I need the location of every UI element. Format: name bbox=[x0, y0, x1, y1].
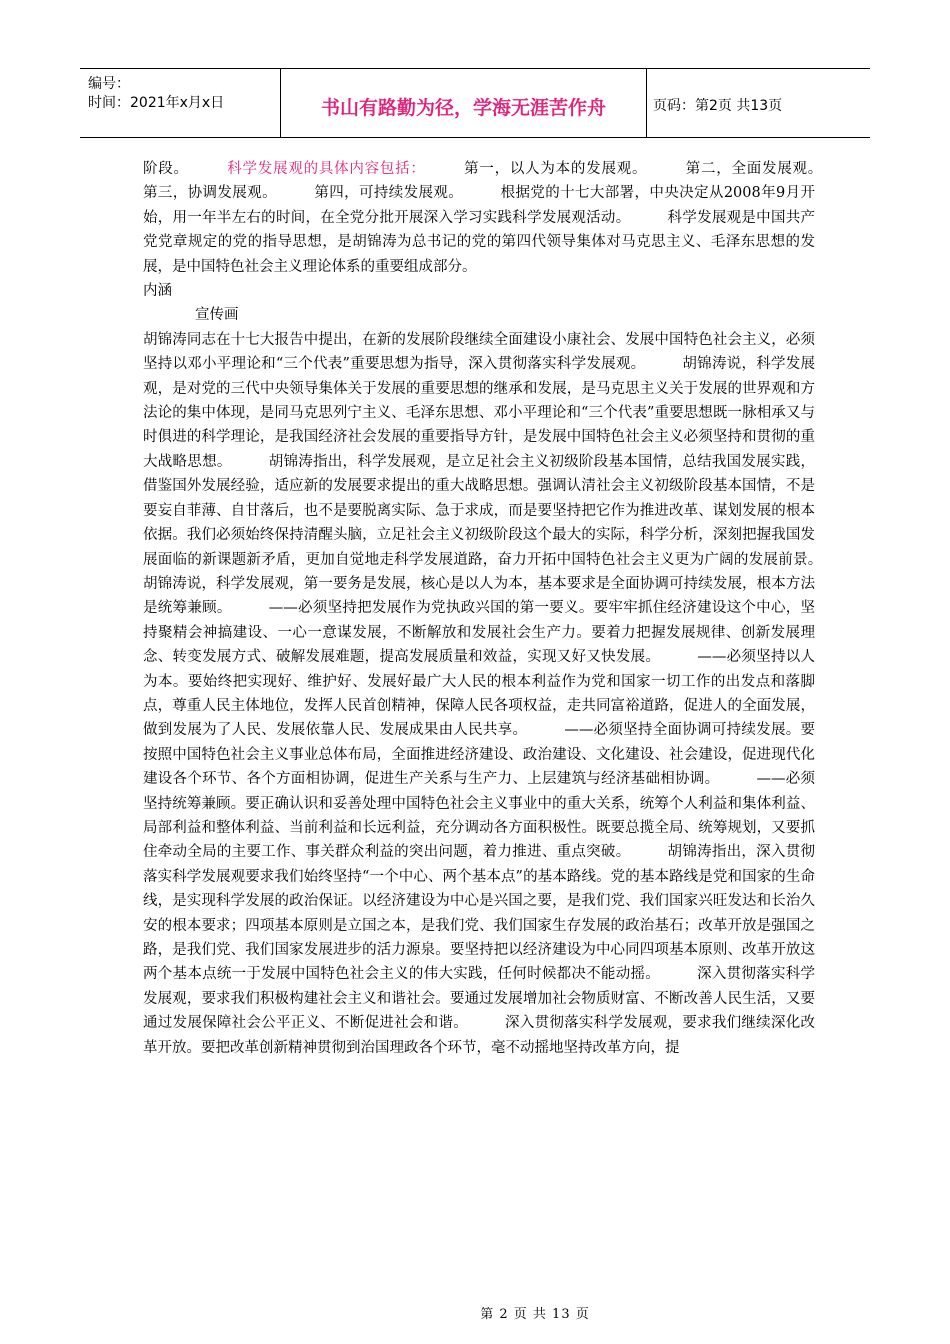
document-time-label: 时间：2021年x月x日 bbox=[88, 95, 225, 111]
document-number-label: 编号： bbox=[88, 76, 130, 92]
page-footer: 第 2 页 共 13 页 bbox=[480, 1307, 590, 1322]
header-meta bbox=[80, 69, 281, 137]
document-header bbox=[80, 68, 870, 138]
body-paragraph-1 bbox=[143, 157, 859, 279]
body-paragraph-2: 胡锦涛同志在十七大报告中提出，在新的发展阶段继续全面建设小康社会、发展中国特色社会主义，必须坚持以邓小平理论和“三个代表”重要思想为指导，深入贯彻落实科学发展观。 胡锦涛说，科学发展观，是对党的三代中央领导集体关于发展的重要思想的继承和发展，是马克思主义关于发展的世界观和方法论的集中体现，是同马克思列宁主义、毛泽东思想、邓小平理论和“三个代表”重要思想既一脉相承又与时俱进的科学理论，是我国经济社会发展的重要指导方针，是发展中国特色社会主义必须坚持和贯彻的重大战略思想。 胡锦涛指出，科学发展观，是立足社会主义初级阶段基本国情，总结我国发展实践，借鉴国外发展经验，适应新的发展要求提出的重大战略思想。强调认清社会主义初级阶段基本国情，不是要妄自菲薄、自甘落后，也不是要脱离实际、急于求成，而是要坚持把它作为推进改革、谋划发展的根本依据。我们必须始终保持清醒头脑，立足社会主义初级阶段这个最大的实际，科学分析，深刻把握我国发展面临的新课题新矛盾，更加自觉地走科学发展道路，奋力开拓中国特色社会主义更为广阔的发展前景。 胡锦涛说，科学发展观，第一要务是发展，核心是以人为本，基本要求是全面协调可持续发展，根本方法是统筹兼顾。 ——必须坚持把发展作为党执政兴国的第一要义。要牢牢抓住经济建设这个中心，坚持聚精会神搞建设、一心一意谋发展，不断解放和发展社会生产力。要着力把握发展规律、创新发展理念、转变发展方式、破解发展难题，提高发展质量和效益，实现又好又快发展。 ——必须坚持以人为本。要始终把实现好、维护好、发展好最广大人民的根本利益作为党和国家一切工作的出发点和落脚点，尊重人民主体地位，发挥人民首创精神，保障人民各项权益，走共同富裕道路，促进人的全面发展，做到发展为了人民、发展依靠人民、发展成果由人民共享。 ——必须坚持全面协调可持续发展。要按照中国特色社会主义事业总体布局，全面推进经济建设、政治建设、文化建设、社会建设，促进现代化建设各个环节、各个方面相协调，促进生产关系与生产力、上层建筑与经济基础相协调。 ——必须坚持统筹兼顾。要正确认识和妥善处理中国特色社会主义事业中的重大关系，统筹个人利益和集体利益、局部利益和整体利益、当前利益和长远利益，充分调动各方面积极性。既要总揽全局、统筹规划，又要抓住牵动全局的主要工作、事关群众利益的突出问题，着力推进、重点突破。 胡锦涛指出，深入贯彻落实科学发展观要求我们始终坚持“一个中心、两个基本点”的基本路线。党的基本路线是党和国家的生命线，是实现科学发展的政治保证。以经济建设为中心是兴国之要，是我们党、我们国家兴旺发达和长治久安的根本要求；四项基本原则是立国之本，是我们党、我们国家生存发展的政治基石；改革开放是强国之路，是我们党、我们国家发展进步的活力源泉。要坚持把以经济建设为中心同四项基本原则、改革开放这两个基本点统一于发展中国特色社会主义的伟大实践，任何时候都决不能动摇。 深入贯彻落实科学发展观，要求我们积极构建社会主义和谐社会。要通过发展增加社会物质财富、不断改善人民生活，又要通过发展保障社会公平正义、不断促进社会和谐。 深入贯彻落实科学发展观，要求我们继续深化改革开放。要把改革创新精神贯彻到治国理政各个环节，毫不动摇地坚持改革方向，提 bbox=[143, 331, 859, 1056]
image-caption: 宣传画 bbox=[195, 307, 239, 324]
para1-start: 阶段。 bbox=[143, 161, 228, 177]
document-body bbox=[143, 157, 859, 1060]
header-page-label: 页码：第2页 共13页 bbox=[653, 98, 783, 114]
highlighted-phrase: 科学发展观的具体内容包括： bbox=[227, 161, 419, 177]
section-heading: 内涵 bbox=[143, 283, 172, 300]
header-motto: 书山有路勤为径，学海无涯苦作舟 bbox=[281, 69, 647, 137]
para1-rest: 第一，以人为本的发展观。 第二，全面发展观。 第三，协调发展观。 第四，可持续发展观。 根据党的十七大部署，中央决定从2008年9月开始，用一年半左右的时间，在全党分批开展深入学习实践科学发展观活动。 科学发展观是中国共产党党章规定的党的指导思想，是胡锦涛为总书记的党的第四代领导集体对马克思主义、毛泽东思想的发展，是中国特色社会主义理论体系的重要组成部分。 bbox=[143, 161, 859, 275]
